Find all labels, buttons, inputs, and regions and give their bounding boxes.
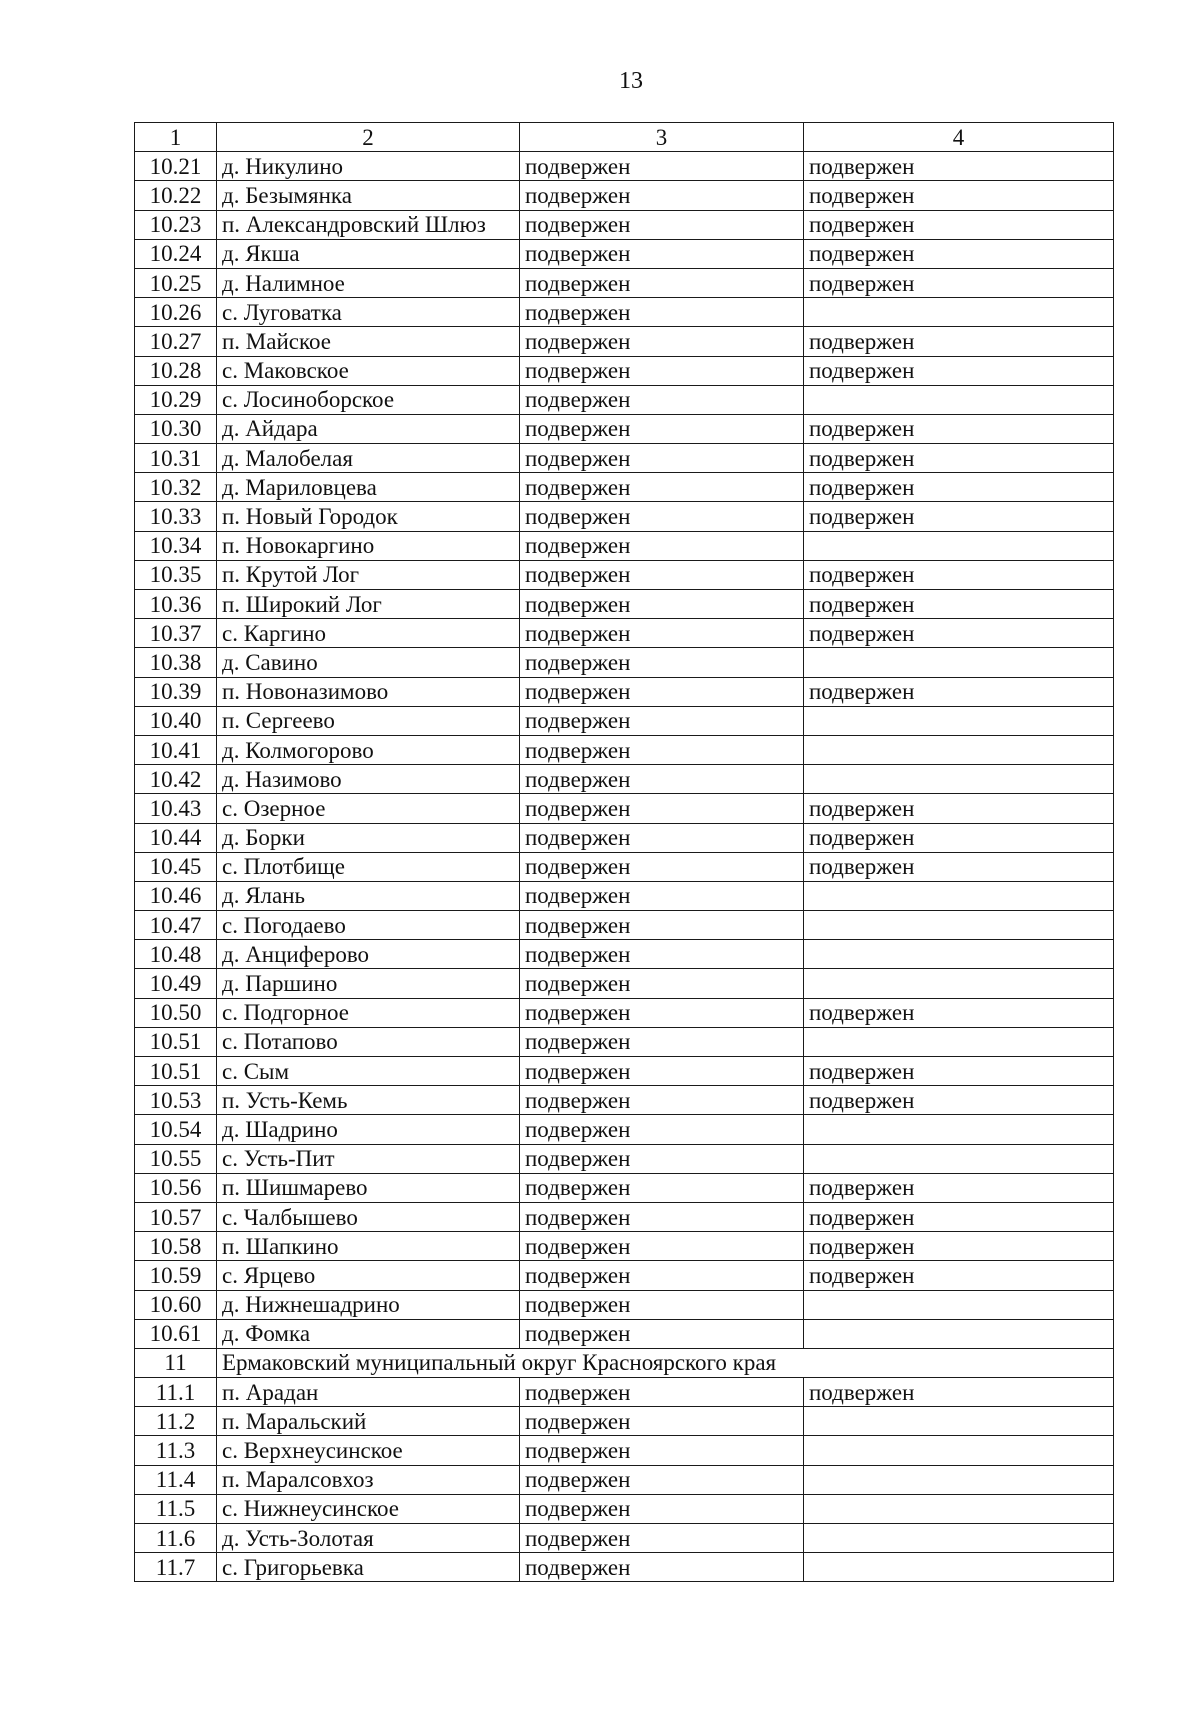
- table-row: [135, 823, 1114, 852]
- table-row: [135, 677, 1114, 706]
- column-4-value: [804, 1524, 1114, 1553]
- settlement-name: д. Борки: [217, 823, 520, 852]
- column-4-value: [804, 1144, 1114, 1173]
- table-row: [135, 268, 1114, 297]
- settlement-name: д. Айдара: [217, 414, 520, 443]
- row-number: 11.1: [135, 1378, 217, 1407]
- settlement-name: с. Григорьевка: [217, 1553, 520, 1582]
- row-number: 10.35: [135, 560, 217, 589]
- column-4-value: подвержен: [804, 590, 1114, 619]
- column-3-value: подвержен: [520, 765, 804, 794]
- column-4-value: подвержен: [804, 502, 1114, 531]
- column-3-value: подвержен: [520, 823, 804, 852]
- row-number: 10.37: [135, 619, 217, 648]
- table-row: [135, 1261, 1114, 1290]
- table-row: [135, 998, 1114, 1027]
- table-row: [135, 1232, 1114, 1261]
- table-row: [135, 356, 1114, 385]
- settlement-name: с. Усть-Пит: [217, 1144, 520, 1173]
- column-3-value: подвержен: [520, 1057, 804, 1086]
- column-3-value: подвержен: [520, 1202, 804, 1231]
- settlement-name: п. Широкий Лог: [217, 590, 520, 619]
- column-4-value: [804, 1290, 1114, 1319]
- column-4-value: [804, 735, 1114, 764]
- settlement-name: с. Лосиноборское: [217, 385, 520, 414]
- row-number: 10.57: [135, 1202, 217, 1231]
- column-3-value: подвержен: [520, 327, 804, 356]
- table-row: [135, 706, 1114, 735]
- settlement-name: с. Каргино: [217, 619, 520, 648]
- page-number: 13: [619, 68, 643, 94]
- table-row: [135, 648, 1114, 677]
- column-3-value: подвержен: [520, 794, 804, 823]
- table-row: [135, 385, 1114, 414]
- row-number: 10.45: [135, 852, 217, 881]
- row-number: 10.61: [135, 1319, 217, 1348]
- column-3-value: подвержен: [520, 1290, 804, 1319]
- table-row: [135, 1057, 1114, 1086]
- column-4-value: подвержен: [804, 239, 1114, 268]
- column-4-value: [804, 706, 1114, 735]
- column-4-value: [804, 1494, 1114, 1523]
- table-row: [135, 239, 1114, 268]
- table-row: [135, 1290, 1114, 1319]
- table-row: [135, 1144, 1114, 1173]
- row-number: 10.51: [135, 1057, 217, 1086]
- row-number: 10.55: [135, 1144, 217, 1173]
- settlement-name: с. Сым: [217, 1057, 520, 1086]
- row-number: 10.58: [135, 1232, 217, 1261]
- row-number: 10.49: [135, 969, 217, 998]
- row-number: 10.60: [135, 1290, 217, 1319]
- column-3-value: подвержен: [520, 590, 804, 619]
- settlement-name: д. Якша: [217, 239, 520, 268]
- table-row: [135, 1524, 1114, 1553]
- table-row: [135, 1494, 1114, 1523]
- table-row: [135, 794, 1114, 823]
- table-row: [135, 414, 1114, 443]
- settlements-table: [134, 122, 1114, 1582]
- row-number: 10.54: [135, 1115, 217, 1144]
- column-4-value: [804, 765, 1114, 794]
- column-4-value: подвержен: [804, 210, 1114, 239]
- column-4-value: [804, 1553, 1114, 1582]
- table-row: [135, 1407, 1114, 1436]
- settlement-name: п. Александровский Шлюз: [217, 210, 520, 239]
- row-number: 10.47: [135, 911, 217, 940]
- column-3-value: подвержен: [520, 1494, 804, 1523]
- row-number: 10.40: [135, 706, 217, 735]
- row-number: 10.39: [135, 677, 217, 706]
- column-4-value: подвержен: [804, 1057, 1114, 1086]
- column-4-value: подвержен: [804, 444, 1114, 473]
- column-3-value: подвержен: [520, 677, 804, 706]
- table-row: [135, 1553, 1114, 1582]
- column-4-value: [804, 1115, 1114, 1144]
- column-4-value: подвержен: [804, 1261, 1114, 1290]
- settlement-name: д. Назимово: [217, 765, 520, 794]
- settlement-name: п. Арадан: [217, 1378, 520, 1407]
- table-row: [135, 590, 1114, 619]
- column-3-value: подвержен: [520, 1319, 804, 1348]
- column-4-value: подвержен: [804, 677, 1114, 706]
- row-number: 10.36: [135, 590, 217, 619]
- settlement-name: с. Потапово: [217, 1027, 520, 1056]
- table-row: [135, 1202, 1114, 1231]
- settlement-name: д. Савино: [217, 648, 520, 677]
- column-3-value: подвержен: [520, 152, 804, 181]
- table-row: [135, 298, 1114, 327]
- table-row: [135, 1086, 1114, 1115]
- settlement-name: д. Шадрино: [217, 1115, 520, 1144]
- column-3-value: подвержен: [520, 1144, 804, 1173]
- column-4-value: подвержен: [804, 823, 1114, 852]
- table-row: [135, 1027, 1114, 1056]
- settlement-name: д. Ялань: [217, 881, 520, 910]
- column-3-value: подвержен: [520, 356, 804, 385]
- table-row: [135, 852, 1114, 881]
- settlement-name: п. Новокаргино: [217, 531, 520, 560]
- column-4-value: подвержен: [804, 181, 1114, 210]
- row-number: 11.6: [135, 1524, 217, 1553]
- settlement-name: п. Сергеево: [217, 706, 520, 735]
- column-4-value: подвержен: [804, 327, 1114, 356]
- column-3-value: подвержен: [520, 969, 804, 998]
- column-4-value: [804, 881, 1114, 910]
- column-4-value: [804, 1436, 1114, 1465]
- header-cell-3: 3: [520, 123, 804, 152]
- row-number: 10.22: [135, 181, 217, 210]
- column-3-value: подвержен: [520, 502, 804, 531]
- table-row: [135, 444, 1114, 473]
- column-3-value: подвержен: [520, 560, 804, 589]
- row-number: 10.26: [135, 298, 217, 327]
- table-row: [135, 619, 1114, 648]
- settlement-name: с. Плотбище: [217, 852, 520, 881]
- table-row: [135, 969, 1114, 998]
- column-3-value: подвержен: [520, 998, 804, 1027]
- section-row: [135, 1348, 1114, 1377]
- column-3-value: подвержен: [520, 1378, 804, 1407]
- table-row: [135, 911, 1114, 940]
- column-4-value: подвержен: [804, 268, 1114, 297]
- settlement-name: с. Нижнеусинское: [217, 1494, 520, 1523]
- column-4-value: [804, 1027, 1114, 1056]
- column-3-value: подвержен: [520, 1232, 804, 1261]
- settlement-name: д. Усть-Золотая: [217, 1524, 520, 1553]
- settlement-name: с. Подгорное: [217, 998, 520, 1027]
- column-3-value: подвержен: [520, 1027, 804, 1056]
- table-row: [135, 152, 1114, 181]
- column-3-value: подвержен: [520, 1436, 804, 1465]
- settlement-name: с. Озерное: [217, 794, 520, 823]
- header-cell-4: 4: [804, 123, 1114, 152]
- column-4-value: подвержен: [804, 794, 1114, 823]
- row-number: 11.2: [135, 1407, 217, 1436]
- table-row: [135, 940, 1114, 969]
- row-number: 10.23: [135, 210, 217, 239]
- settlement-name: п. Маралсовхоз: [217, 1465, 520, 1494]
- column-4-value: [804, 911, 1114, 940]
- column-3-value: подвержен: [520, 619, 804, 648]
- settlement-name: д. Анциферово: [217, 940, 520, 969]
- column-3-value: подвержен: [520, 940, 804, 969]
- column-3-value: подвержен: [520, 444, 804, 473]
- table-row: [135, 1115, 1114, 1144]
- section-title: Ермаковский муниципальный округ Красноярского края: [217, 1348, 1114, 1377]
- table-row: [135, 181, 1114, 210]
- settlement-name: п. Шишмарево: [217, 1173, 520, 1202]
- header-cell-2: 2: [217, 123, 520, 152]
- column-3-value: подвержен: [520, 210, 804, 239]
- column-3-value: подвержен: [520, 648, 804, 677]
- column-4-value: [804, 969, 1114, 998]
- row-number: 10.56: [135, 1173, 217, 1202]
- row-number: 10.43: [135, 794, 217, 823]
- column-4-value: [804, 385, 1114, 414]
- table-header-row: [135, 123, 1114, 152]
- table-row: [135, 1465, 1114, 1494]
- column-3-value: подвержен: [520, 414, 804, 443]
- column-3-value: подвержен: [520, 1115, 804, 1144]
- table-row: [135, 560, 1114, 589]
- row-number: 10.25: [135, 268, 217, 297]
- row-number: 10.30: [135, 414, 217, 443]
- settlement-name: с. Маковское: [217, 356, 520, 385]
- column-3-value: подвержен: [520, 911, 804, 940]
- column-4-value: [804, 648, 1114, 677]
- table-row: [135, 502, 1114, 531]
- row-number: 10.59: [135, 1261, 217, 1290]
- row-number: 11.4: [135, 1465, 217, 1494]
- column-3-value: подвержен: [520, 385, 804, 414]
- column-4-value: подвержен: [804, 1086, 1114, 1115]
- row-number: 11.5: [135, 1494, 217, 1523]
- column-3-value: подвержен: [520, 298, 804, 327]
- column-4-value: [804, 1465, 1114, 1494]
- column-3-value: подвержен: [520, 1465, 804, 1494]
- row-number: 10.28: [135, 356, 217, 385]
- column-3-value: подвержен: [520, 706, 804, 735]
- column-4-value: подвержен: [804, 998, 1114, 1027]
- column-3-value: подвержен: [520, 1261, 804, 1290]
- column-3-value: подвержен: [520, 852, 804, 881]
- column-3-value: подвержен: [520, 1524, 804, 1553]
- settlement-name: д. Нижнешадрино: [217, 1290, 520, 1319]
- column-4-value: подвержен: [804, 414, 1114, 443]
- table-row: [135, 531, 1114, 560]
- settlement-name: п. Усть-Кемь: [217, 1086, 520, 1115]
- row-number: 10.31: [135, 444, 217, 473]
- row-number: 10.27: [135, 327, 217, 356]
- settlement-name: д. Никулино: [217, 152, 520, 181]
- row-number: 10.50: [135, 998, 217, 1027]
- header-cell-1: 1: [135, 123, 217, 152]
- row-number: 10.32: [135, 473, 217, 502]
- row-number: 10.24: [135, 239, 217, 268]
- column-4-value: подвержен: [804, 356, 1114, 385]
- column-4-value: подвержен: [804, 852, 1114, 881]
- column-4-value: подвержен: [804, 152, 1114, 181]
- settlement-name: д. Налимное: [217, 268, 520, 297]
- settlement-name: д. Малобелая: [217, 444, 520, 473]
- row-number: 11.7: [135, 1553, 217, 1582]
- column-3-value: подвержен: [520, 473, 804, 502]
- settlement-name: п. Шапкино: [217, 1232, 520, 1261]
- table-row: [135, 210, 1114, 239]
- settlement-name: с. Луговатка: [217, 298, 520, 327]
- row-number: 10.38: [135, 648, 217, 677]
- settlement-name: д. Паршино: [217, 969, 520, 998]
- column-4-value: подвержен: [804, 560, 1114, 589]
- row-number: 10.48: [135, 940, 217, 969]
- settlement-name: п. Новоназимово: [217, 677, 520, 706]
- settlement-name: д. Фомка: [217, 1319, 520, 1348]
- column-4-value: [804, 1407, 1114, 1436]
- settlement-name: д. Безымянка: [217, 181, 520, 210]
- column-4-value: [804, 531, 1114, 560]
- column-3-value: подвержен: [520, 531, 804, 560]
- row-number: 10.53: [135, 1086, 217, 1115]
- row-number: 10.21: [135, 152, 217, 181]
- table-row: [135, 1173, 1114, 1202]
- table-row: [135, 1436, 1114, 1465]
- settlement-name: д. Колмогорово: [217, 735, 520, 764]
- row-number: 10.33: [135, 502, 217, 531]
- row-number: 10.34: [135, 531, 217, 560]
- column-3-value: подвержен: [520, 735, 804, 764]
- settlement-name: д. Мариловцева: [217, 473, 520, 502]
- settlement-name: п. Новый Городок: [217, 502, 520, 531]
- column-4-value: [804, 298, 1114, 327]
- column-3-value: подвержен: [520, 181, 804, 210]
- column-3-value: подвержен: [520, 268, 804, 297]
- row-number: 10.51: [135, 1027, 217, 1056]
- row-number: 11.3: [135, 1436, 217, 1465]
- column-4-value: подвержен: [804, 473, 1114, 502]
- row-number: 10.44: [135, 823, 217, 852]
- column-4-value: подвержен: [804, 1378, 1114, 1407]
- table-row: [135, 327, 1114, 356]
- column-3-value: подвержен: [520, 1553, 804, 1582]
- column-4-value: подвержен: [804, 1232, 1114, 1261]
- table-row: [135, 765, 1114, 794]
- settlement-name: п. Майское: [217, 327, 520, 356]
- table-row: [135, 1378, 1114, 1407]
- row-number: 10.46: [135, 881, 217, 910]
- settlement-name: с. Погодаево: [217, 911, 520, 940]
- settlement-name: с. Чалбышево: [217, 1202, 520, 1231]
- table-row: [135, 473, 1114, 502]
- settlement-name: с. Ярцево: [217, 1261, 520, 1290]
- column-3-value: подвержен: [520, 1173, 804, 1202]
- column-4-value: подвержен: [804, 1202, 1114, 1231]
- column-4-value: подвержен: [804, 1173, 1114, 1202]
- column-3-value: подвержен: [520, 1086, 804, 1115]
- row-number: 11: [135, 1348, 217, 1377]
- column-4-value: [804, 940, 1114, 969]
- column-3-value: подвержен: [520, 881, 804, 910]
- column-4-value: подвержен: [804, 619, 1114, 648]
- column-3-value: подвержен: [520, 239, 804, 268]
- table-row: [135, 1319, 1114, 1348]
- column-3-value: подвержен: [520, 1407, 804, 1436]
- row-number: 10.41: [135, 735, 217, 764]
- table-row: [135, 881, 1114, 910]
- settlement-name: с. Верхнеусинское: [217, 1436, 520, 1465]
- row-number: 10.42: [135, 765, 217, 794]
- row-number: 10.29: [135, 385, 217, 414]
- settlement-name: п. Маральский: [217, 1407, 520, 1436]
- settlement-name: п. Крутой Лог: [217, 560, 520, 589]
- table-row: [135, 735, 1114, 764]
- column-4-value: [804, 1319, 1114, 1348]
